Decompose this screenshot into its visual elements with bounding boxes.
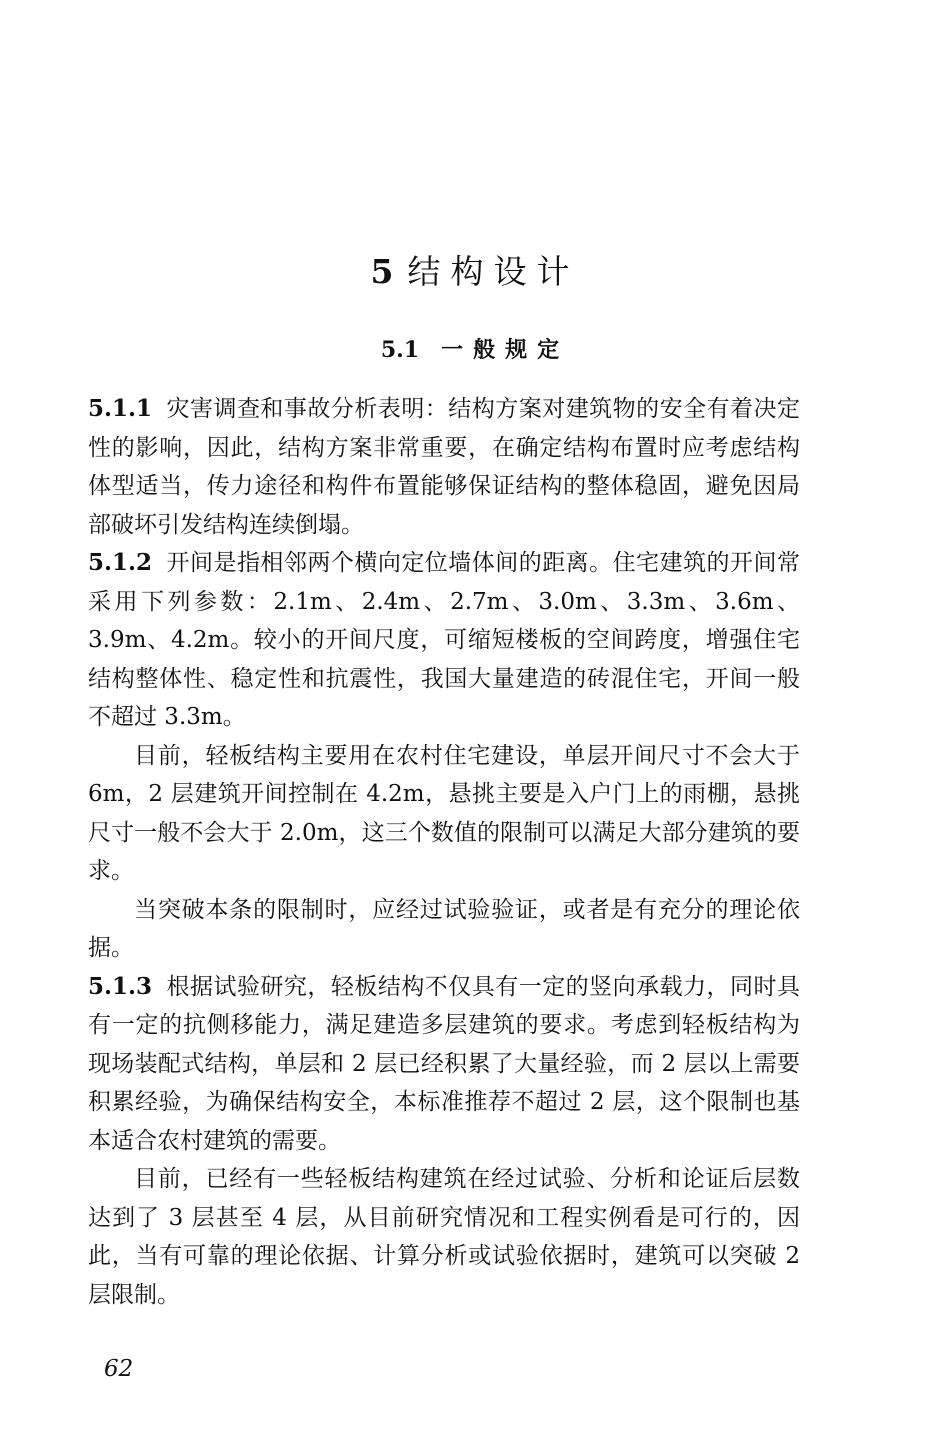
paragraph-text: 目前，已经有一些轻板结构建筑在经过试验、分析和论证后层数达到了 3 层甚至 4 层，从目前研究情况和工程实例看是可行的，因此，当有可靠的理论依据、计算分析或试验依据时，建筑可以突破 2 层限制。 [88,1166,800,1308]
paragraph-text: 当突破本条的限制时，应经过试验验证，或者是有充分的理论依据。 [88,896,800,961]
clause-paragraph [88,544,800,737]
chapter-title-text: 结构设计 [407,252,580,291]
paragraph [88,737,800,891]
clause-number: 5.1.1 [88,395,153,422]
paragraph [88,1160,800,1314]
paragraph-text: 开间是指相邻两个横向定位墙体间的距离。住宅建筑的开间常采用下列参数：2.1m、2.4m、2.7m、3.0m、3.3m、3.6m、3.9m、4.2m。较小的开间尺度，可缩短楼板的空间跨度，增强住宅结构整体性、稳定性和抗震性，我国大量建造的砖混住宅，开间一般不超过 3.3m。 [88,550,800,730]
paragraph-text: 根据试验研究，轻板结构不仅具有一定的竖向承载力，同时具有一定的抗侧移能力，满足建造多层建筑的要求。考虑到轻板结构为现场装配式结构，单层和 2 层已经积累了大量经验，而 2 层以上需要积累经验，为确保结构安全，本标准推荐不超过 2 层，这个限制也基本适合农村建筑的需要。 [88,973,800,1154]
clause-paragraph [88,390,800,544]
clause-number: 5.1.3 [88,972,153,1000]
section-title [0,333,950,364]
chapter-title [0,246,950,293]
section-number: 5.1 [380,337,420,363]
paragraph-text: 灾害调查和事故分析表明：结构方案对建筑物的安全有着决定性的影响，因此，结构方案非常重要，在确定结构布置时应考虑结构体型适当，传力途径和构件布置能够保证结构的整体稳固，避免因局部破坏引发结构连续倒塌。 [88,396,800,538]
paragraph [88,891,800,968]
chapter-number: 5 [370,252,394,291]
body-text [88,390,800,1314]
page-number: 62 [104,1356,134,1382]
section-title-text: 一般规定 [441,338,570,363]
clause-number: 5.1.2 [88,549,153,576]
clause-paragraph [88,968,800,1161]
paragraph-text: 目前，轻板结构主要用在农村住宅建设，单层开间尺寸不会大于 6m，2 层建筑开间控制在 4.2m，悬挑主要是入户门上的雨棚，悬挑尺寸一般不会大于 2.0m，这三个数值的限制可以满足大部分建筑的要求。 [88,742,800,884]
